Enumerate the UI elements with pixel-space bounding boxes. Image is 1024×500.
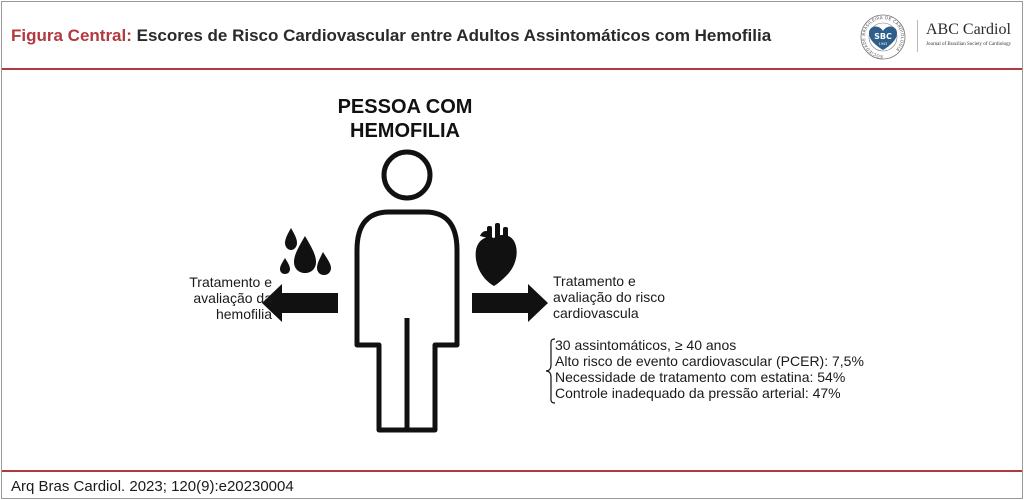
stats-item: Controle inadequado da pressão arterial: 47% — [555, 385, 841, 401]
stats-item: 30 assintomáticos, ≥ 40 anos — [555, 337, 737, 353]
left-label-line-3: hemofilia — [215, 306, 272, 322]
right-label-line-3: cardiovascula — [553, 305, 639, 321]
right-label-line-1: Tratamento e — [553, 273, 636, 289]
stats-item: Alto risco de evento cardiovascular (PCER): 7,5% — [555, 353, 864, 369]
arrow-right-icon — [472, 284, 548, 322]
person-title-line-2: HEMOFILIA — [350, 120, 460, 142]
left-label — [162, 274, 272, 322]
left-label-line-2: avaliação da — [193, 290, 272, 306]
seal-ring-text: SOCIEDADE BRASILEIRA DE CARDIOLOGIA — [860, 14, 906, 60]
journal-name: ABC Cardiol — [926, 21, 1011, 38]
heart-icon — [476, 223, 517, 286]
right-label — [553, 273, 703, 321]
citation: Arq Bras Cardiol. 2023; 120(9):e20230004 — [11, 478, 294, 495]
figure-title-lead: Figura Central: — [11, 26, 132, 45]
stats-item: Necessidade de tratamento com estatina: 54% — [555, 369, 846, 385]
right-label-line-2: avaliação do risco — [553, 289, 666, 305]
blood-drops-icon — [280, 228, 331, 275]
left-label-line-1: Tratamento e — [189, 274, 272, 290]
seal-center-text: SBC — [874, 32, 892, 41]
footer-bar — [2, 470, 1022, 499]
journal-subtitle: Journal of Brazilian Society of Cardiology — [926, 42, 1012, 47]
seal-year-text: 1943 — [878, 42, 888, 46]
arrow-left-icon — [262, 284, 338, 322]
stats-list — [555, 337, 864, 401]
person-outline-icon — [357, 152, 457, 430]
figure-title-text: Escores de Risco Cardiovascular entre Adultos Assintomáticos com Hemofilia — [131, 26, 772, 45]
person-title-line-1: PESSOA COM — [337, 96, 473, 118]
